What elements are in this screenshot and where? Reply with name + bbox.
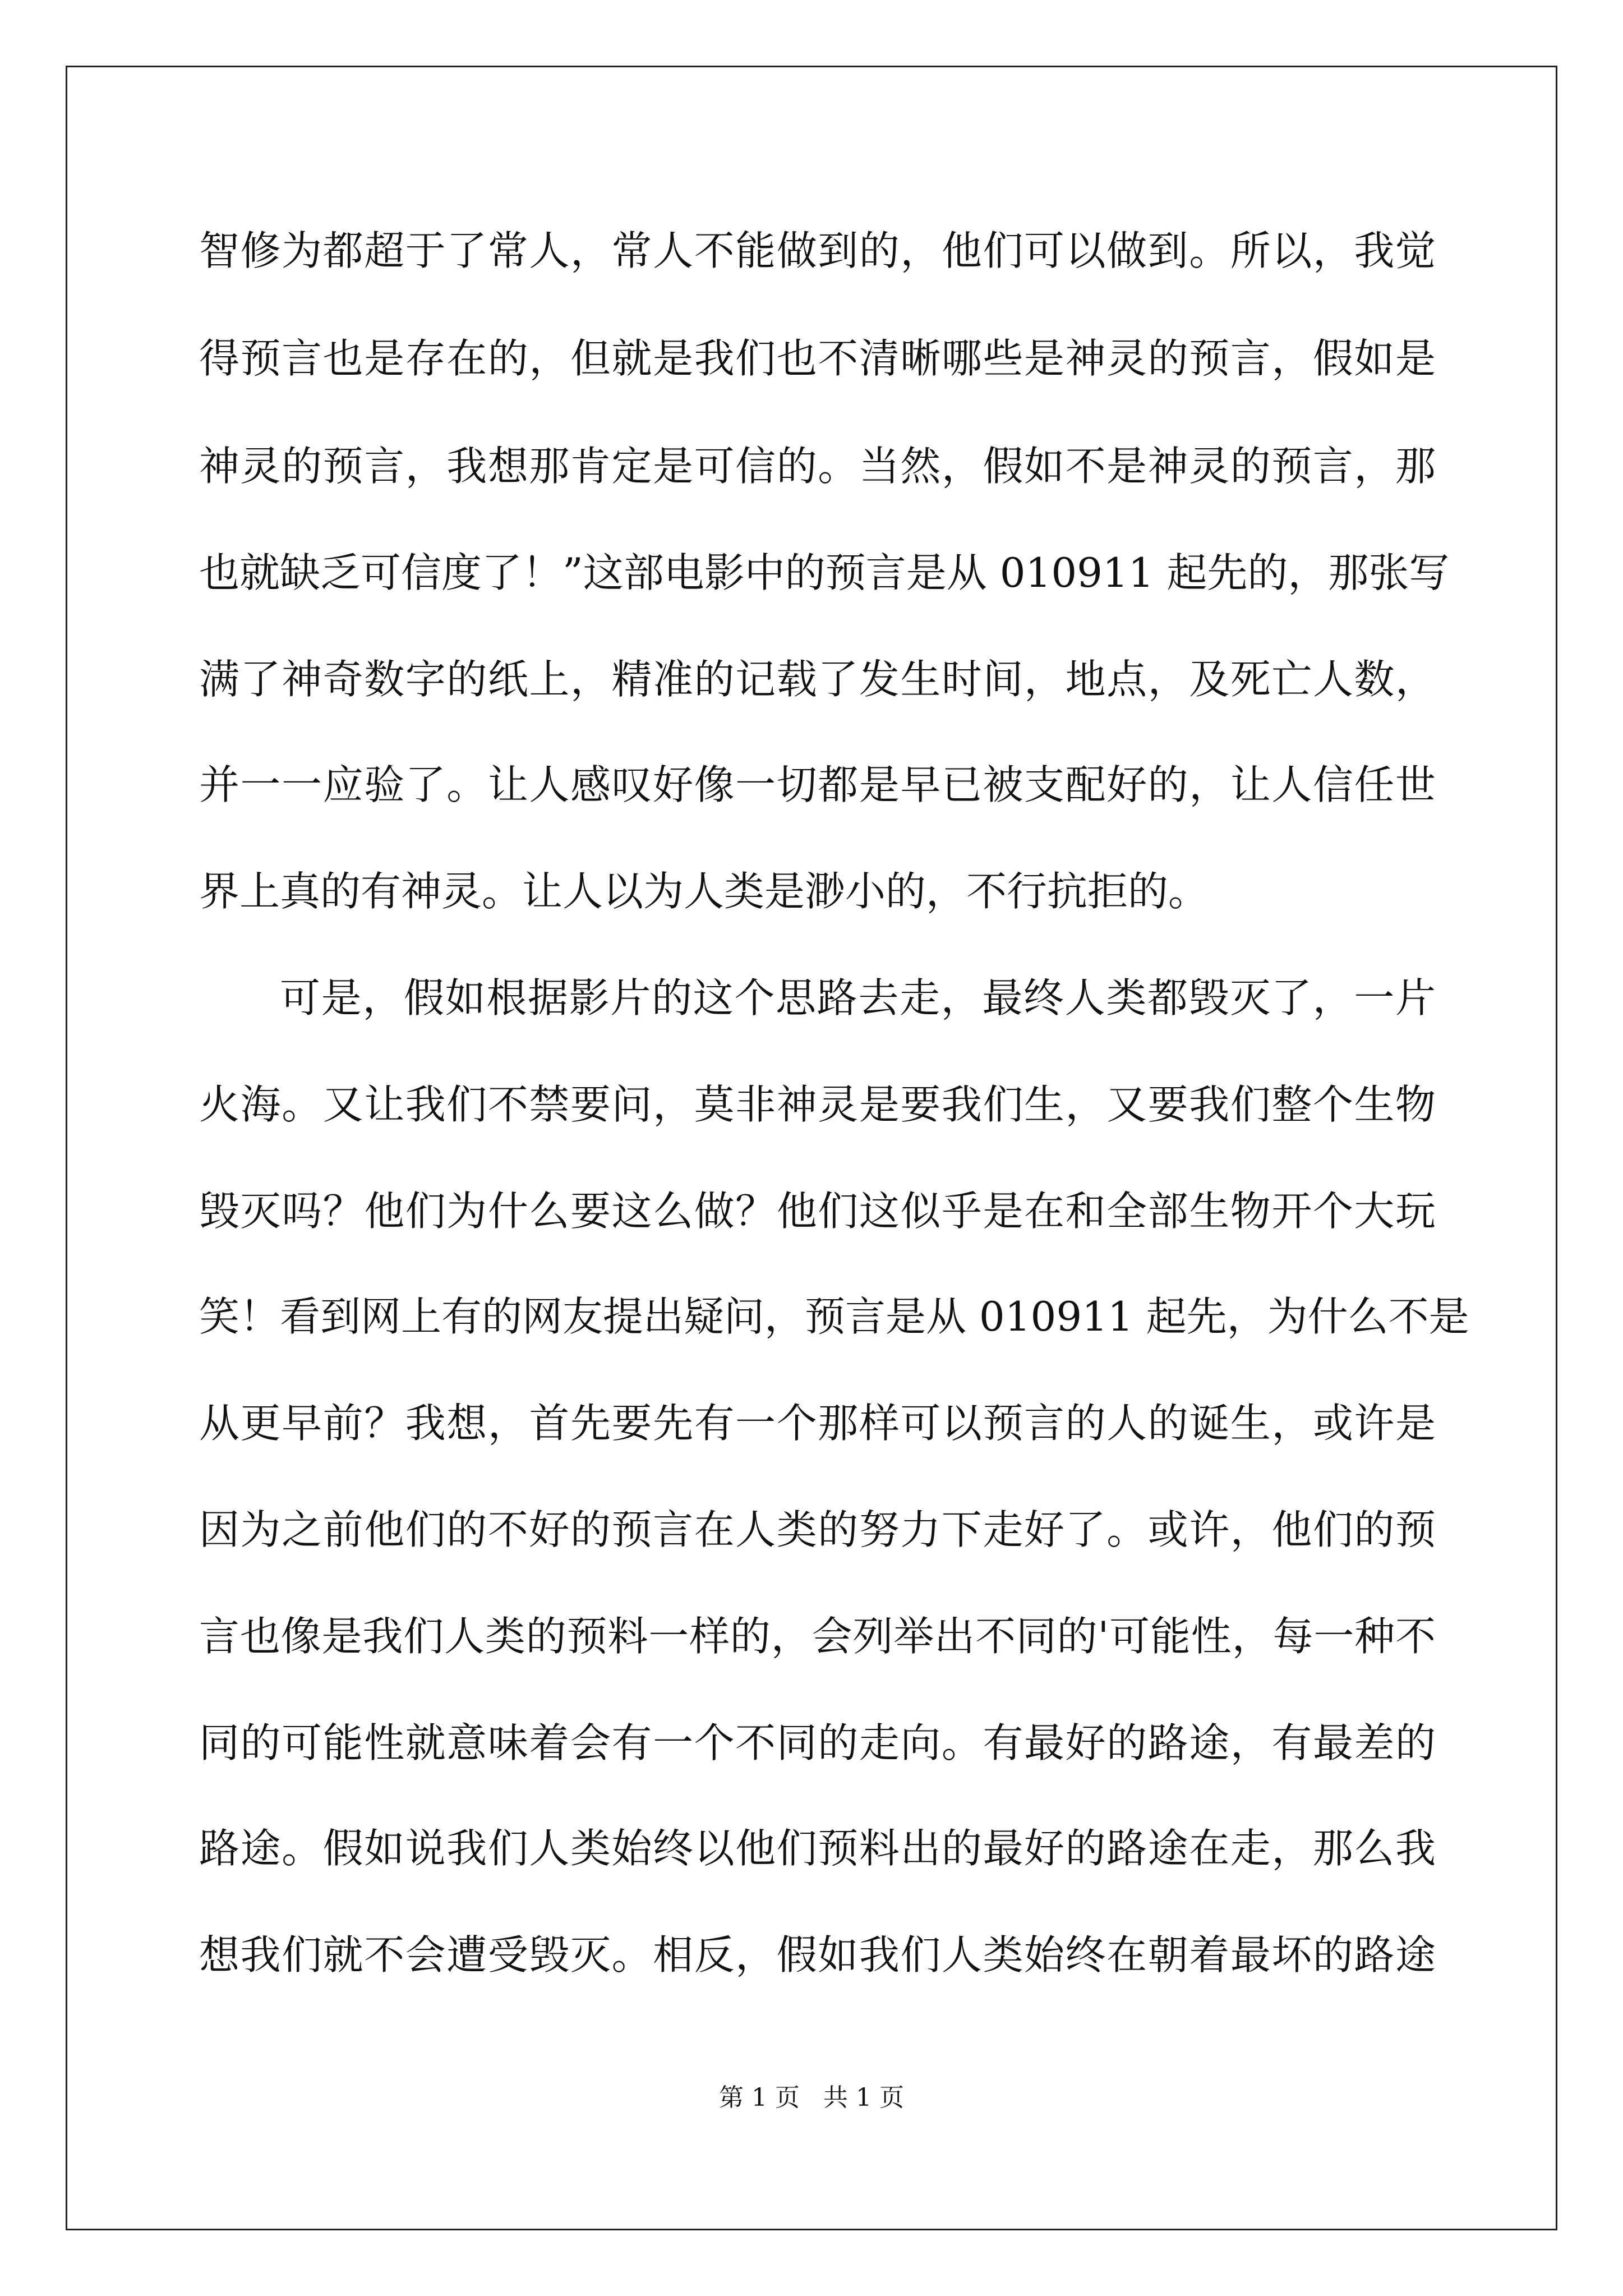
text-line: 得预言也是存在的，但就是我们也不清晰哪些是神灵的预言，假如是 bbox=[199, 335, 1436, 382]
text-line: 言也像是我们人类的预料一样的，会列举出不同的'可能性，每一种不 bbox=[199, 1613, 1436, 1660]
text-line: 因为之前他们的不好的预言在人类的努力下走好了。或许，他们的预 bbox=[199, 1506, 1436, 1553]
text-line: 并一一应验了。让人感叹好像一切都是早已被支配好的，让人信任世 bbox=[199, 761, 1436, 808]
page-footer: 第 1 页 共 1 页 bbox=[719, 2083, 904, 2112]
paragraph-start-line: 可是，假如根据影片的这个思路去走，最终人类都毁灭了，一片 bbox=[280, 974, 1436, 1022]
text-line: 界上真的有神灵。让人以为人类是渺小的，不行抗拒的。 bbox=[199, 868, 1209, 915]
text-line: 从更早前？我想，首先要先有一个那样可以预言的人的诞生，或许是 bbox=[199, 1400, 1436, 1447]
text-line: 满了神奇数字的纸上，精准的记载了发生时间，地点，及死亡人数， bbox=[199, 656, 1436, 703]
text-line: 智修为都超于了常人，常人不能做到的，他们可以做到。所以，我觉 bbox=[199, 227, 1436, 274]
text-line: 也就缺乏可信度了！”这部电影中的预言是从 010911 起先的，那张写 bbox=[199, 549, 1450, 596]
text-line: 火海。又让我们不禁要问，莫非神灵是要我们生，又要我们整个生物 bbox=[199, 1081, 1436, 1128]
text-line: 同的可能性就意味着会有一个不同的走向。有最好的路途，有最差的 bbox=[199, 1719, 1436, 1766]
text-line: 毁灭吗？他们为什么要这么做？他们这似乎是在和全部生物开个大玩 bbox=[199, 1188, 1436, 1235]
text-line: 路途。假如说我们人类始终以他们预料出的最好的路途在走，那么我 bbox=[199, 1825, 1436, 1872]
text-line: 神灵的预言，我想那肯定是可信的。当然，假如不是神灵的预言，那 bbox=[199, 443, 1436, 490]
text-line: 笑！看到网上有的网友提出疑问，预言是从 010911 起先，为什么不是 bbox=[199, 1293, 1469, 1340]
text-line: 想我们就不会遭受毁灭。相反，假如我们人类始终在朝着最坏的路途 bbox=[199, 1931, 1436, 1978]
